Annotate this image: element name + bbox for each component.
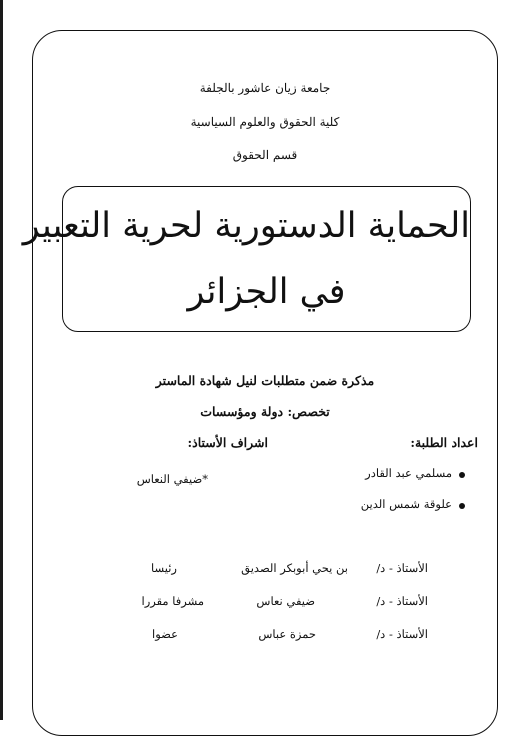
committee-name: بن يحي أبوبكر الصديق — [241, 561, 348, 575]
committee-role: عضوا — [152, 627, 178, 641]
department-name: قسم الحقوق — [232, 148, 298, 162]
student-name-1: مسلمي عبد القادر — [365, 466, 452, 480]
thesis-title-line-2: في الجزائر — [187, 272, 346, 312]
bullet-icon — [459, 503, 465, 509]
bullet-icon — [459, 472, 465, 478]
supervisor-label: اشراف الأستاذ: — [187, 435, 268, 450]
students-label: اعداد الطلبة: — [410, 435, 478, 450]
faculty-name: كلية الحقوق والعلوم السياسية — [190, 115, 340, 129]
university-name: جامعة زيان عاشور بالجلفة — [199, 81, 331, 95]
committee-title: الأستاذ - د/ — [376, 561, 428, 575]
supervisor-name: *ضيفي النعاس — [136, 472, 208, 486]
page-left-edge — [0, 0, 3, 720]
student-name-2: علوقة شمس الدين — [360, 497, 452, 511]
thesis-title-box — [22, 186, 471, 332]
thesis-title-line-1: الحماية الدستورية لحرية التعبير — [22, 206, 470, 246]
committee-title: الأستاذ - د/ — [376, 594, 428, 608]
committee-name: ضيفي نعاس — [256, 594, 315, 608]
committee-title: الأستاذ - د/ — [376, 627, 428, 641]
memo-requirement: مذكرة ضمن متطلبات لنيل شهادة الماستر — [155, 373, 375, 388]
committee-role: مشرفا مقررا — [141, 594, 204, 608]
committee-name: حمزة عباس — [258, 627, 316, 641]
specialization: تخصص: دولة ومؤسسات — [200, 404, 330, 419]
committee-role: رئيسا — [151, 561, 177, 575]
